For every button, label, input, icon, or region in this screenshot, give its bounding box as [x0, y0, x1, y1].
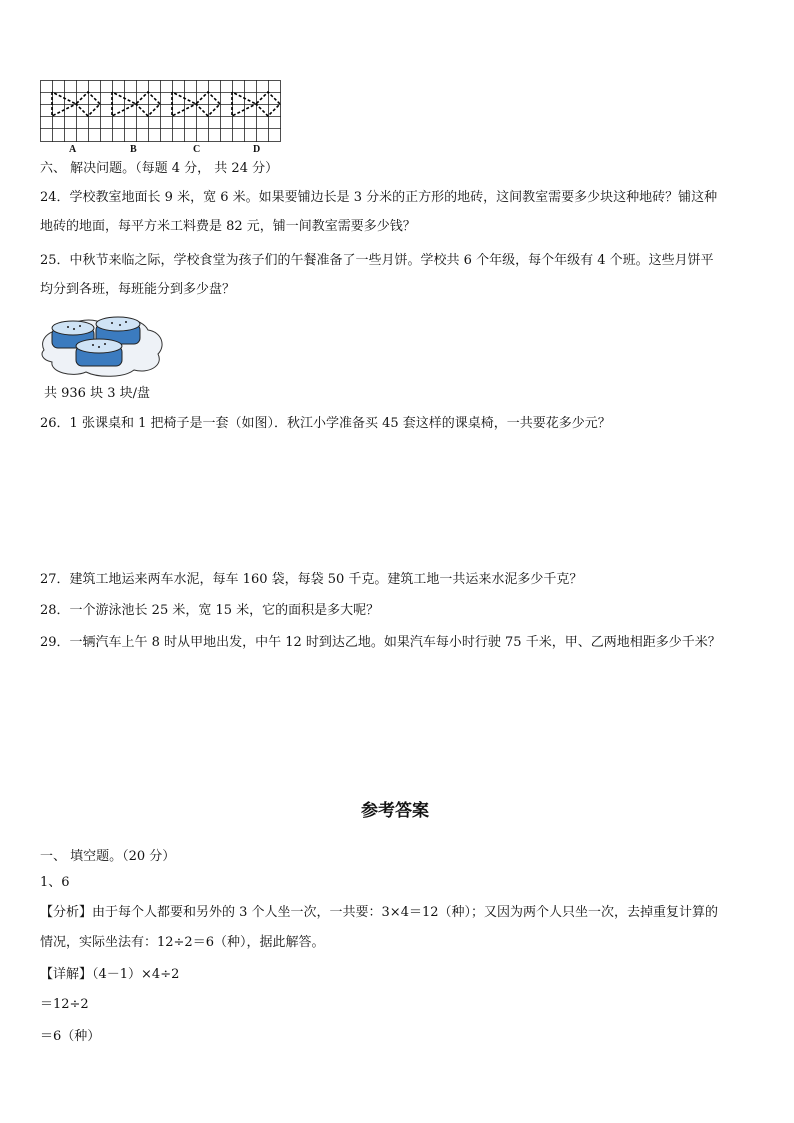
grid-label-b: B [130, 144, 137, 155]
grid-label-a: A [69, 144, 77, 155]
question-24-line-1: 24．学校教室地面长 9 米，宽 6 米。如果要铺边长是 3 分米的正方形的地砖，这间教室需要多少块这种地砖？铺这种 [40, 190, 718, 205]
detail-line-2: ＝12÷2 [40, 997, 89, 1012]
mooncake-caption: 共 936 块 3 块/盘 [44, 386, 150, 401]
mooncake-plate-image [38, 312, 166, 378]
question-28: 28．一个游泳池长 25 米，宽 15 米，它的面积是多大呢？ [40, 603, 380, 618]
question-29: 29．一辆汽车上午 8 时从甲地出发，中午 12 时到达乙地。如果汽车每小时行驶 75 千米，甲、乙两地相距多少千米？ [40, 635, 721, 650]
grid-label-d: D [253, 144, 261, 155]
detail-line-3: ＝6（种） [40, 1029, 101, 1044]
answers-section-1: 一、 填空题。（20 分） [40, 849, 176, 864]
question-24-line-2: 地砖的地面，每平方米工料费是 82 元，铺一间教室需要多少钱？ [40, 219, 416, 234]
grid-shapes [52, 92, 280, 116]
question-26: 26．1 张课桌和 1 把椅子是一套（如图）．秋江小学准备买 45 套这样的课桌椅，一共要花多少元？ [40, 416, 611, 431]
grid-svg [40, 80, 281, 142]
question-25-line-1: 25．中秋节来临之际，学校食堂为孩子们的午餐准备了一些月饼。学校共 6 个年级，每个年级有 4 个班。这些月饼平 [40, 253, 714, 268]
analysis-line-2: 情况，实际坐法有：12÷2＝6（种），据此解答。 [40, 935, 325, 950]
question-27: 27．建筑工地运来两车水泥，每车 160 袋，每袋 50 千克。建筑工地一共运来水泥多少千克？ [40, 572, 583, 587]
section-6-heading: 六、 解决问题。（每题 4 分， 共 24 分） [40, 161, 279, 176]
answers-title: 参考答案 [361, 801, 429, 821]
detail-line-1: 【详解】（4－1）×4÷2 [40, 967, 180, 982]
analysis-line-1: 【分析】由于每个人都要和另外的 3 个人坐一次，一共要：3×4＝12（种）；又因为两个人只坐一次，去掉重复计算的 [40, 905, 719, 920]
answer-item-1: 1、6 [40, 875, 70, 890]
grid-label-c: C [193, 144, 201, 155]
grid-figure [40, 80, 281, 142]
grid-lines [40, 80, 281, 142]
question-25-line-2: 均分到各班，每班能分到多少盘？ [40, 282, 236, 297]
